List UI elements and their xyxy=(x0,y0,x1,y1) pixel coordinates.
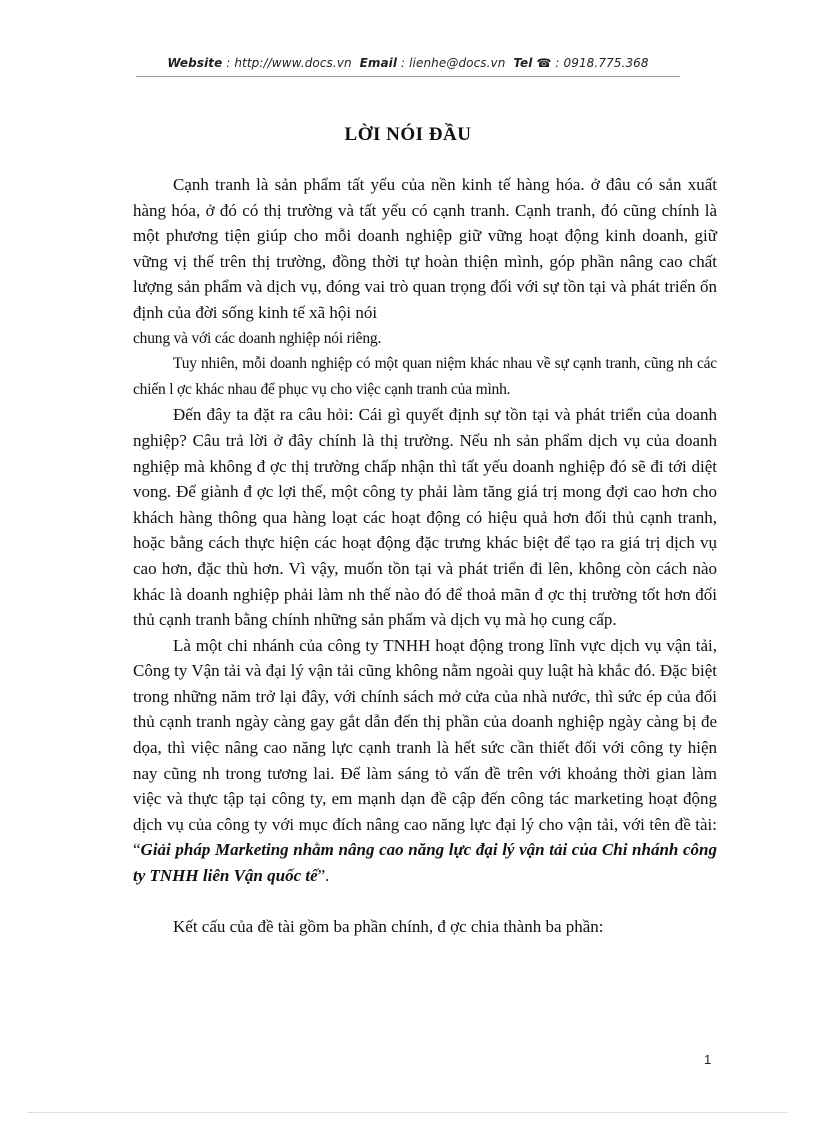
paragraph-2: Tuy nhiên, mỗi doanh nghiệp có một quan niệm khác nhau về sự cạnh tranh, cũng nh các chiến l ợc khác nhau để phục vụ cho việc cạnh tranh của mình. xyxy=(133,355,717,398)
paragraph-3: Đến đây ta đặt ra câu hỏi: Cái gì quyết định sự tồn tại và phát triển của doanh nghiệp? Câu trả lời ở đây chính là thị trường. Nếu nh sản phẩm dịch vụ của doanh nghiệp mà không đ ợc thị trường chấp nhận thì tất yếu doanh nghiệp đó sẽ đi tới diệt vong. Để giành đ ợc lợi thế, một công ty phải làm tăng giá trị mong đợi cao hơn cho khách hàng thông qua hàng loạt các hoạt động có hiệu quả hơn đối thủ cạnh tranh, hoặc bằng cách thực hiện các hoạt động đặc trưng khác biệt để tạo ra giá trị dịch vụ cao hơn, đặc thù hơn. Vì vậy, muốn tồn tại và phát triển đi lên, không còn cách nào khác là doanh nghiệp phải làm nh thế nào đó để thoả mãn đ ợc thị trường tốt hơn đối thủ cạnh tranh bằng chính những sản phẩm và dịch vụ mà họ cung cấp. xyxy=(133,405,717,630)
tel-number: : 0918.775.368 xyxy=(551,56,649,70)
website-separator: : xyxy=(222,56,235,70)
document-body xyxy=(133,172,717,939)
tel-label: Tel xyxy=(513,56,533,70)
email-label: Email xyxy=(359,56,398,70)
email-address[interactable]: lienhe@docs.vn xyxy=(409,56,506,70)
paragraph-4 xyxy=(133,633,717,889)
paragraph-5: Kết cấu của đề tài gồm ba phần chính, đ ợc chia thành ba phần: xyxy=(173,916,604,936)
phone-icon: ☎ xyxy=(536,56,552,70)
website-url[interactable]: http://www.docs.vn xyxy=(234,56,352,70)
paragraph-1-end: chung và với các doanh nghiệp nói riêng. xyxy=(133,329,382,347)
header-divider xyxy=(136,76,680,77)
paragraph-4-text: Là một chi nhánh của công ty TNHH hoạt động trong lĩnh vực dịch vụ vận tải, Công ty Vận tải và đại lý vận tải cũng không nằm ngoài quy luật hà khắc đó. Đặc biệt trong những năm trở lại đây, với chính sách mở cửa của nhà nước, thì sức ép của đối thủ cạnh tranh ngày càng gay gắt dẫn đến thị phần của doanh nghiệp ngày càng bị đe dọa, thì việc nâng cao năng lực cạnh tranh là hết sức cần thiết đối với công ty hiện nay cũng nh trong tương lai. Để làm sáng tỏ vấn đề trên với khoảng thời gian làm việc và thực tập tại công ty, em mạnh dạn đề cập đến công tác marketing hoạt động dịch vụ của công ty với mục đích nâng cao năng lực đại lý cho vận tải, với tên đề tài: “ xyxy=(133,635,717,860)
page-title: LỜI NÓI ĐẦU xyxy=(344,124,472,145)
email-separator: : xyxy=(397,56,410,70)
paragraph-1-text: Cạnh tranh là sản phẩm tất yếu của nền kinh tế hàng hóa. ở đâu có sản xuất hàng hóa, ở đó có thị trường và tất yếu có cạnh tranh. Cạnh tranh, đó cũng chính là một phương tiện giúp cho mỗi doanh nghiệp giữ vững hoạt động kinh doanh, giữ vững vị thế trên thị trường, đồng thời tự hoàn thiện mình, góp phần nâng cao chất lượng sản phẩm và dịch vụ, đóng vai trò quan trọng đối với sự tồn tại và phát triển ổn định của đời sống kinh tế xã hội nói xyxy=(133,175,717,322)
page-number: 1 xyxy=(704,1052,712,1067)
thesis-title: Giải pháp Marketing nhằm nâng cao năng lực đại lý vận tải của Chi nhánh công ty TNHH liên Vận quốc tế xyxy=(133,840,717,886)
paragraph-1 xyxy=(133,172,717,326)
page-bottom-border xyxy=(28,1112,788,1113)
website-label: Website xyxy=(167,56,223,70)
page-header xyxy=(136,56,680,70)
paragraph-4-end: ”. xyxy=(317,866,330,886)
